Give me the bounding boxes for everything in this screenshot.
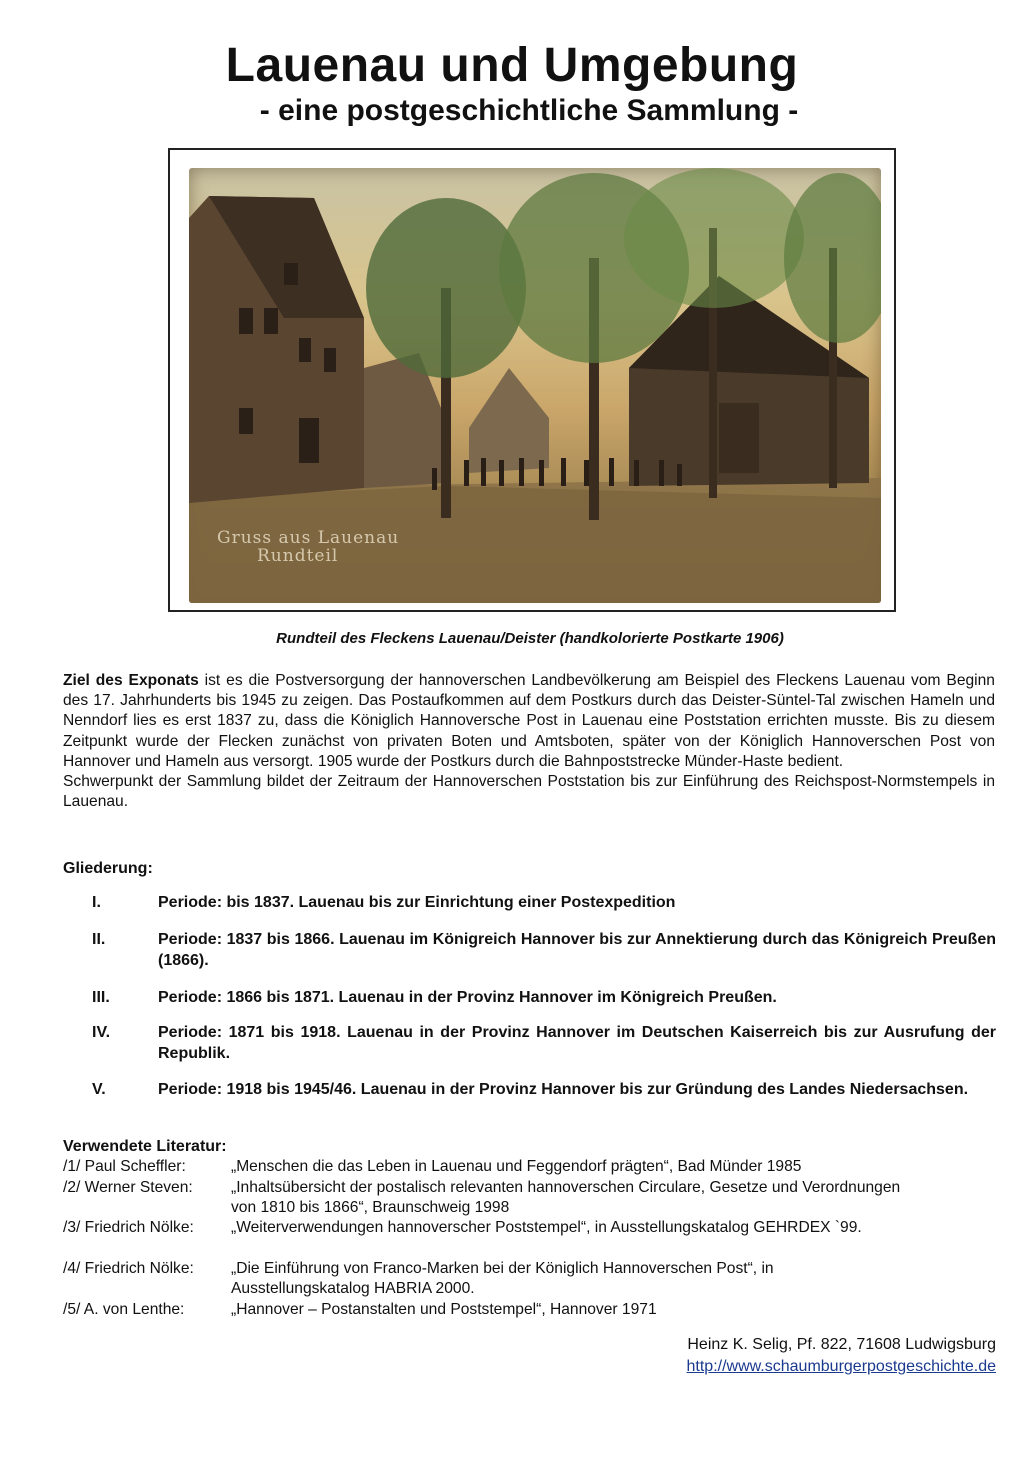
- period-text: Periode: 1837 bis 1866. Lauenau im Königreich Hannover bis zur Annektierung durch das Königreich Preußen (1866).: [158, 931, 996, 969]
- photo-frame: [168, 148, 896, 612]
- period-text: Periode: 1866 bis 1871. Lauenau in der Provinz Hannover im Königreich Preußen.: [158, 989, 777, 1006]
- postcard-overlay-text: [217, 529, 399, 565]
- literature-title: „Inhaltsübersicht der postalisch relevanten hannoverschen Circulare, Gesetze und Verordnungen von 1810 bis 1866“, Braunschweig 1998: [231, 1179, 901, 1216]
- literature-title: „Weiterverwendungen hannoverscher Poststempel“, in Ausstellungskatalog GEHRDEX `99.: [231, 1219, 862, 1236]
- period-text: Periode: bis 1837. Lauenau bis zur Einrichtung einer Postexpedition: [158, 894, 676, 911]
- literature-ref: /4/ Friedrich Nölke:: [63, 1260, 194, 1277]
- period-number: III.: [92, 989, 110, 1006]
- signature-block: [687, 1334, 997, 1378]
- literature-title: „Menschen die das Leben in Lauenau und Feggendorf prägten“, Bad Münder 1985: [231, 1158, 802, 1175]
- intro-paragraph: [63, 671, 995, 812]
- period-number: V.: [92, 1081, 106, 1098]
- literature-ref: /3/ Friedrich Nölke:: [63, 1219, 194, 1236]
- literature-ref: /1/ Paul Scheffler:: [63, 1158, 186, 1175]
- period-text: Periode: 1918 bis 1945/46. Lauenau in der Provinz Hannover bis zur Gründung des Landes Niedersachsen.: [158, 1081, 969, 1098]
- literature-ref: /2/ Werner Steven:: [63, 1179, 193, 1196]
- author-address: Heinz K. Selig, Pf. 822, 71608 Ludwigsburg: [687, 1336, 996, 1353]
- literature-title: „Die Einführung von Franco-Marken bei der Königlich Hannoverschen Post“, in Ausstellungskatalog HABRIA 2000.: [231, 1260, 774, 1297]
- postcard-photo: [189, 168, 881, 603]
- period-number: II.: [92, 931, 106, 948]
- postcard-overlay-line2: Rundteil: [257, 546, 339, 566]
- page-title: Lauenau und Umgebung: [225, 39, 799, 92]
- period-number: I.: [92, 894, 101, 911]
- period-number: IV.: [92, 1024, 111, 1041]
- literature-ref: /5/ A. von Lenthe:: [63, 1301, 185, 1318]
- photo-caption: Rundteil des Fleckens Lauenau/Deister (handkolorierte Postkarte 1906): [276, 630, 784, 647]
- intro-body: ist es die Postversorgung der hannoverschen Landbevölkerung am Beispiel des Fleckens Lauenau vom Beginn des 17. Jahrhunderts bis 1945 zu zeigen. Das Postaufkommen auf dem Postkurs durch das Deister-Süntel-Tal zwischen Hameln und Nenndorf lies es erst 1837 zu, dass die Königlich Hannoversche Post in Lauenau eine Poststation errichten musste. Bis zu diesem Zeitpunkt wurde der Flecken zunächst von privaten Boten und Amtsboten, später von der Königlich Hannoverschen Post von Hannover und Hameln aus versorgt. 1905 wurde der Postkurs durch die Bahnpoststrecke Münder-Haste bedient.: [63, 672, 995, 770]
- gliederung-heading: Gliederung:: [63, 860, 153, 877]
- intro-focus: Schwerpunkt der Sammlung bildet der Zeitraum der Hannoverschen Poststation bis zur Einführung des Reichspost-Normstempels in Lauenau.: [63, 773, 995, 811]
- website-link[interactable]: http://www.schaumburgerpostgeschichte.de: [686, 1358, 996, 1375]
- intro-lead: Ziel des Exponats: [63, 672, 199, 689]
- literature-title: „Hannover – Postanstalten und Poststempel“, Hannover 1971: [231, 1301, 657, 1318]
- literature-heading: Verwendete Literatur:: [63, 1138, 227, 1155]
- period-text: Periode: 1871 bis 1918. Lauenau in der Provinz Hannover im Deutschen Kaiserreich bis zur Ausrufung der Republik.: [158, 1024, 996, 1062]
- page-subtitle: - eine postgeschichtliche Sammlung -: [259, 94, 799, 127]
- postcard-overlay-line1: Gruss aus Lauenau: [217, 528, 400, 548]
